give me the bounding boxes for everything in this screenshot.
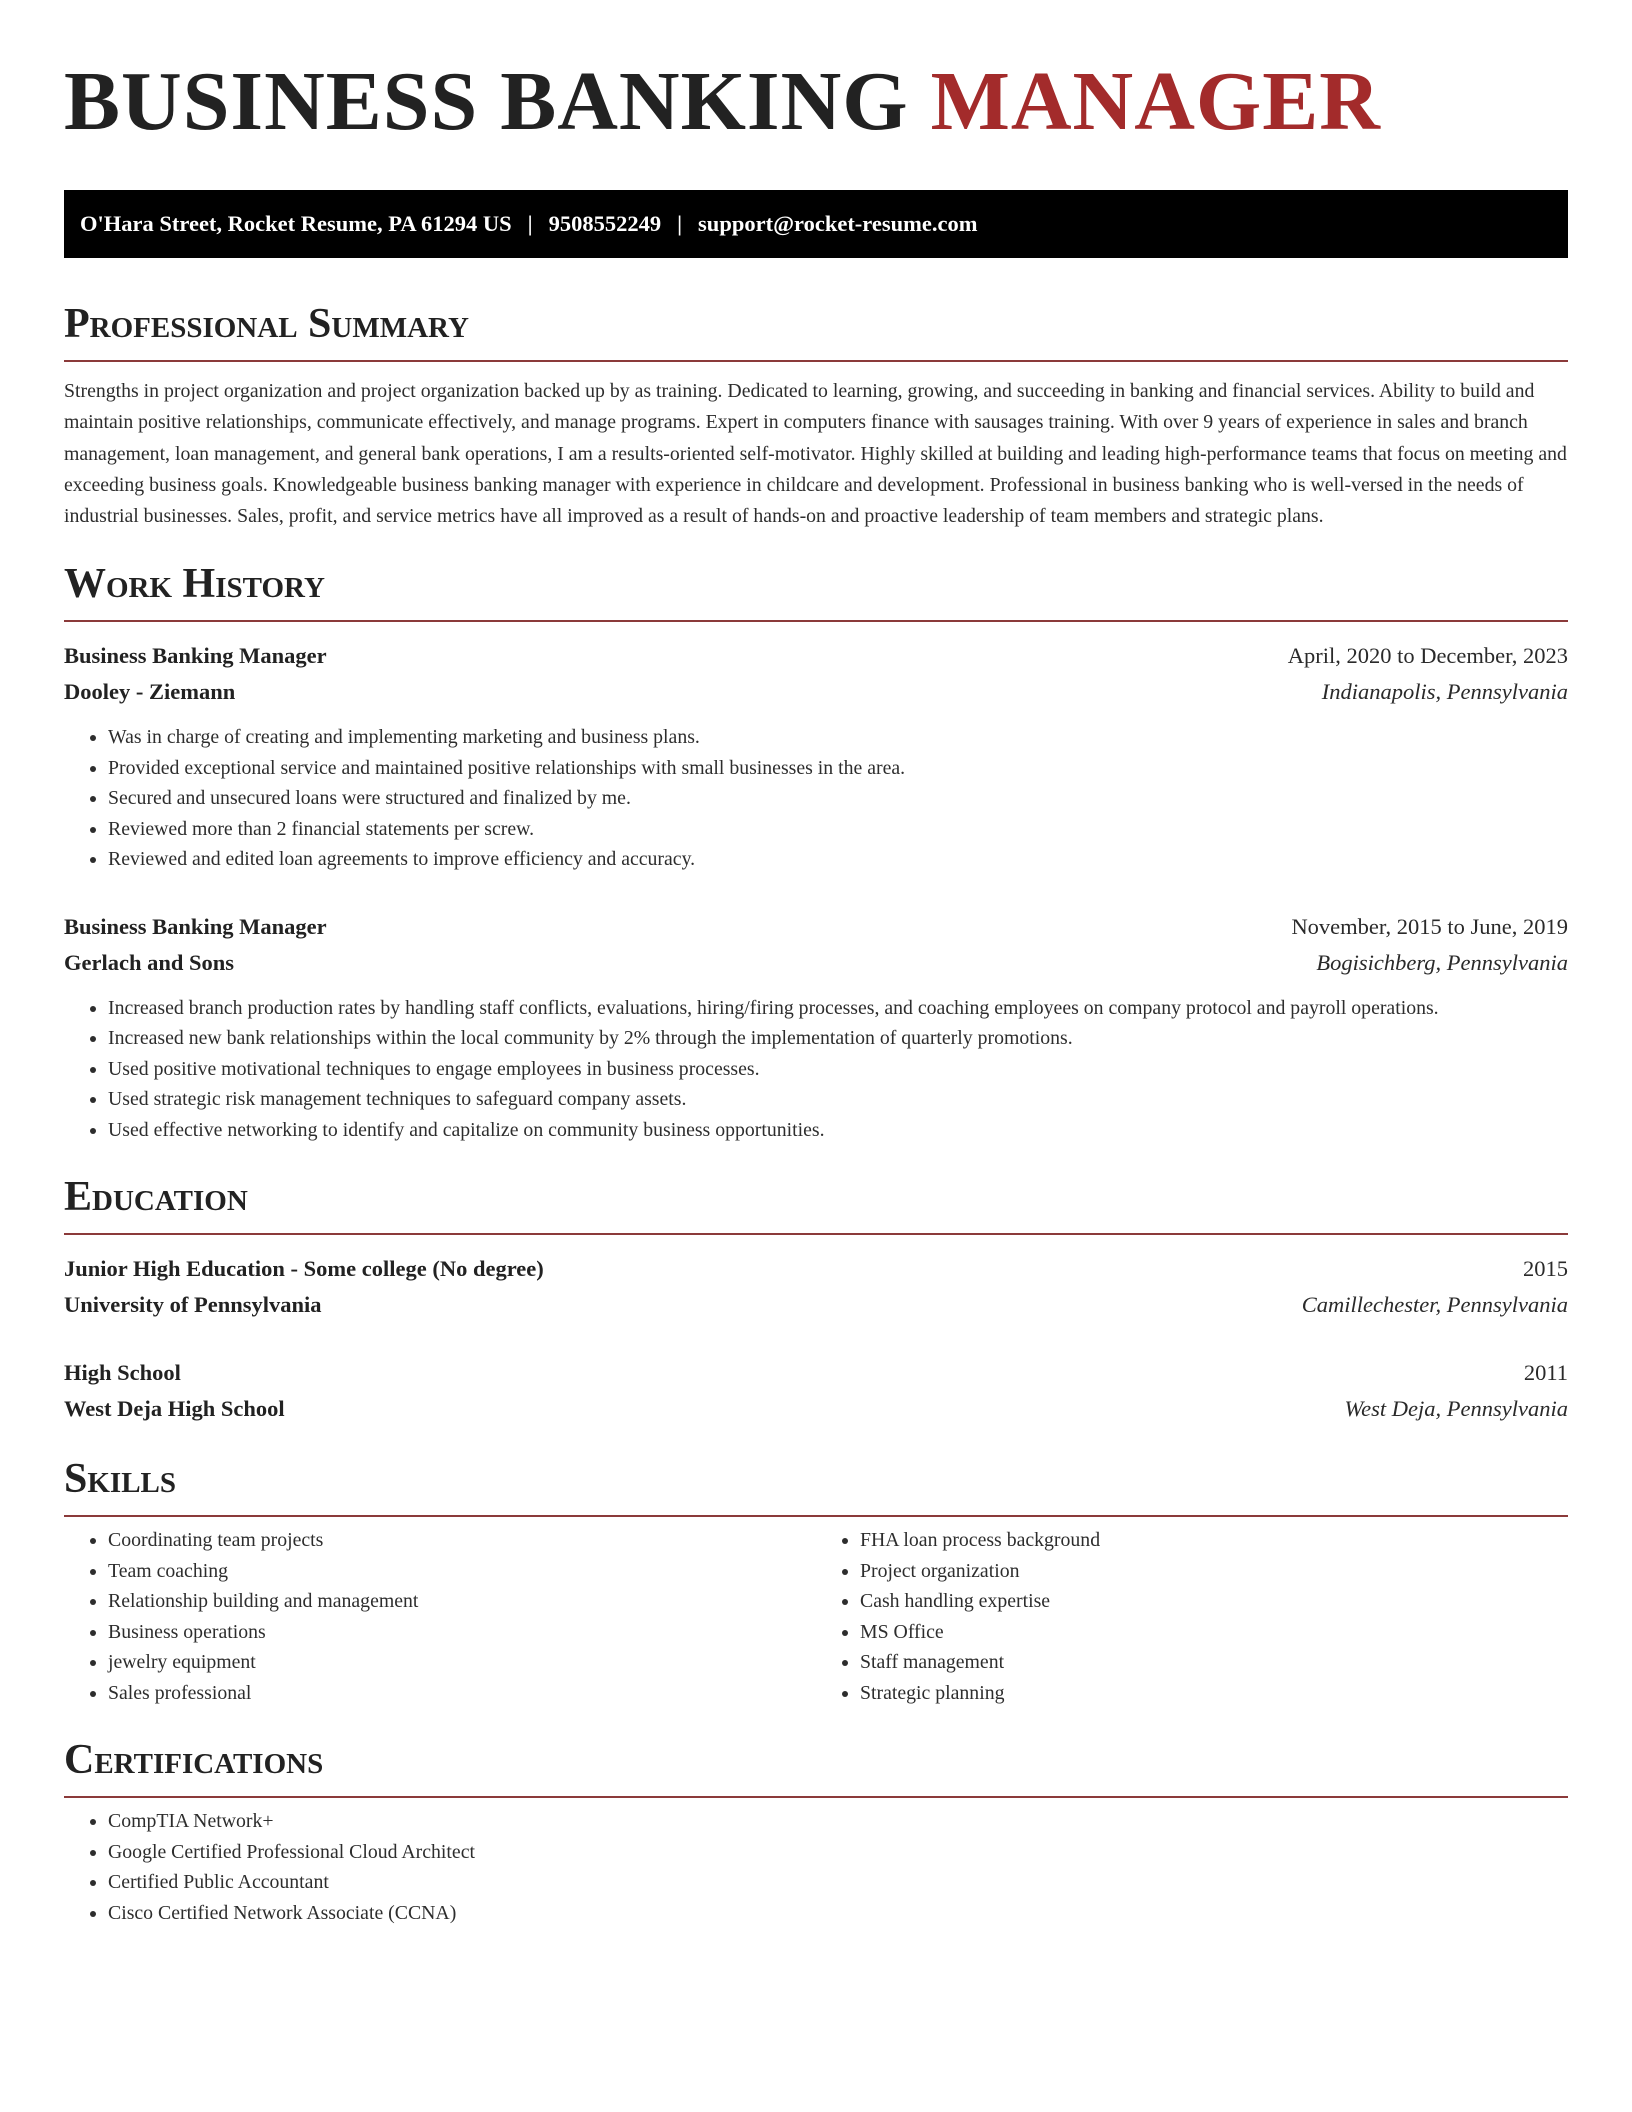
skill-item: • Staff management: [860, 1647, 1568, 1678]
job-dates: November, 2015 to June, 2019: [1291, 913, 1568, 939]
education-degree: High School: [64, 1360, 181, 1386]
skill-item: • Cash handling expertise: [860, 1586, 1568, 1617]
certification-item: • Cisco Certified Network Associate (CCNA): [108, 1898, 1568, 1929]
title-main: BUSINESS BANKING: [64, 55, 909, 148]
job-entry: [64, 638, 1568, 875]
education-school-row: [64, 1391, 1568, 1427]
list-item: • Increased new bank relationships within the local community by 2% through the implementation of quarterly promotions.: [108, 1023, 1568, 1054]
list-item: • Increased branch production rates by handling staff conflicts, evaluations, hiring/firing processes, and coaching employees on company protocol and payroll operations.: [108, 993, 1568, 1024]
skill-item: • Relationship building and management: [108, 1586, 816, 1617]
section-heading: Professional Summary: [64, 302, 1568, 362]
contact-separator: |: [677, 211, 683, 236]
education-school-row: [64, 1287, 1568, 1323]
job-company: Gerlach and Sons: [64, 949, 235, 975]
skill-item: • Project organization: [860, 1556, 1568, 1587]
education-school: West Deja High School: [64, 1396, 285, 1422]
education-section: [64, 1175, 1568, 1427]
job-header-row: [64, 638, 1568, 674]
job-header-row: [64, 909, 1568, 945]
education-year: 2015: [1523, 1256, 1568, 1282]
job-title: Business Banking Manager: [64, 913, 327, 939]
skill-item: • FHA loan process background: [860, 1525, 1568, 1556]
education-year: 2011: [1523, 1360, 1568, 1386]
skills-section: [64, 1457, 1568, 1708]
skill-item: • Sales professional: [108, 1678, 816, 1709]
list-item: • Provided exceptional service and maintained positive relationships with small businesses in the area.: [108, 753, 1568, 784]
education-location: West Deja, Pennsylvania: [1344, 1396, 1568, 1422]
section-heading: Skills: [64, 1457, 1568, 1517]
work-history-section: [64, 562, 1568, 1145]
certification-item: • Certified Public Accountant: [108, 1867, 1568, 1898]
contact-phone: 9508552249: [548, 211, 662, 236]
list-item: • Secured and unsecured loans were structured and finalized by me.: [108, 783, 1568, 814]
job-company-row: [64, 674, 1568, 710]
list-item: • Reviewed more than 2 financial statements per screw.: [108, 814, 1568, 845]
education-school: University of Pennsylvania: [64, 1292, 322, 1318]
job-location: Bogisichberg, Pennsylvania: [1316, 949, 1568, 975]
resume-title: [64, 52, 1568, 152]
skill-item: • MS Office: [860, 1617, 1568, 1648]
job-location: Indianapolis, Pennsylvania: [1321, 679, 1568, 705]
list-item: • Used strategic risk management techniques to safeguard company assets.: [108, 1084, 1568, 1115]
job-company: Dooley - Ziemann: [64, 679, 236, 705]
contact-address: O'Hara Street, Rocket Resume, PA 61294 US: [80, 211, 512, 236]
skill-item: • jewelry equipment: [108, 1647, 816, 1678]
skill-item: • Team coaching: [108, 1556, 816, 1587]
certification-item: • CompTIA Network+: [108, 1806, 1568, 1837]
skill-item: • Business operations: [108, 1617, 816, 1648]
education-entry: [64, 1251, 1568, 1323]
job-title: Business Banking Manager: [64, 643, 327, 669]
contact-bar: [64, 190, 1568, 258]
education-location: Camillechester, Pennsylvania: [1301, 1292, 1568, 1318]
section-heading: Work History: [64, 562, 1568, 622]
list-item: • Used positive motivational techniques to engage employees in business processes.: [108, 1054, 1568, 1085]
skill-item: • Strategic planning: [860, 1678, 1568, 1709]
certifications-list: [64, 1806, 1568, 1928]
education-entry: [64, 1355, 1568, 1427]
section-heading: Education: [64, 1175, 1568, 1235]
contact-email: support@rocket-resume.com: [698, 211, 978, 236]
education-degree: Junior High Education - Some college (No degree): [64, 1256, 544, 1282]
education-header-row: [64, 1251, 1568, 1287]
list-item: • Reviewed and edited loan agreements to improve efficiency and accuracy.: [108, 844, 1568, 875]
certifications-section: [64, 1738, 1568, 1928]
skills-column-right: [816, 1525, 1568, 1708]
title-accent: MANAGER: [930, 55, 1381, 148]
list-item: • Was in charge of creating and implementing marketing and business plans.: [108, 722, 1568, 753]
contact-separator: |: [527, 211, 533, 236]
list-item: • Used effective networking to identify and capitalize on community business opportunities.: [108, 1115, 1568, 1146]
education-header-row: [64, 1355, 1568, 1391]
certification-item: • Google Certified Professional Cloud Architect: [108, 1837, 1568, 1868]
job-bullets: [64, 993, 1568, 1146]
summary-section: [64, 302, 1568, 532]
job-company-row: [64, 945, 1568, 981]
job-dates: April, 2020 to December, 2023: [1287, 643, 1568, 669]
skills-grid: [64, 1525, 1568, 1708]
section-heading: Certifications: [64, 1738, 1568, 1798]
skills-column-left: [64, 1525, 816, 1708]
summary-text: Strengths in project organization and project organization backed up by as training. Dedicated to learning, growing, and succeeding in banking and financial services. Ability to build and maintain positive relationships, communicate effectively, and manage programs. Expert in computers finance with sausages training. With over 9 years of experience in sales and branch management, loan management, and general bank operations, I am a results-oriented self-motivator. Highly skilled at building and leading high-performance teams that focus on meeting and exceeding business goals. Knowledgeable business banking manager with experience in childcare and development. Professional in business banking who is well-versed in the needs of industrial businesses. Sales, profit, and service metrics have all improved as a result of hands-on and proactive leadership of team members and strategic plans.: [64, 380, 1567, 528]
job-bullets: [64, 722, 1568, 875]
skill-item: • Coordinating team projects: [108, 1525, 816, 1556]
job-entry: [64, 909, 1568, 1146]
